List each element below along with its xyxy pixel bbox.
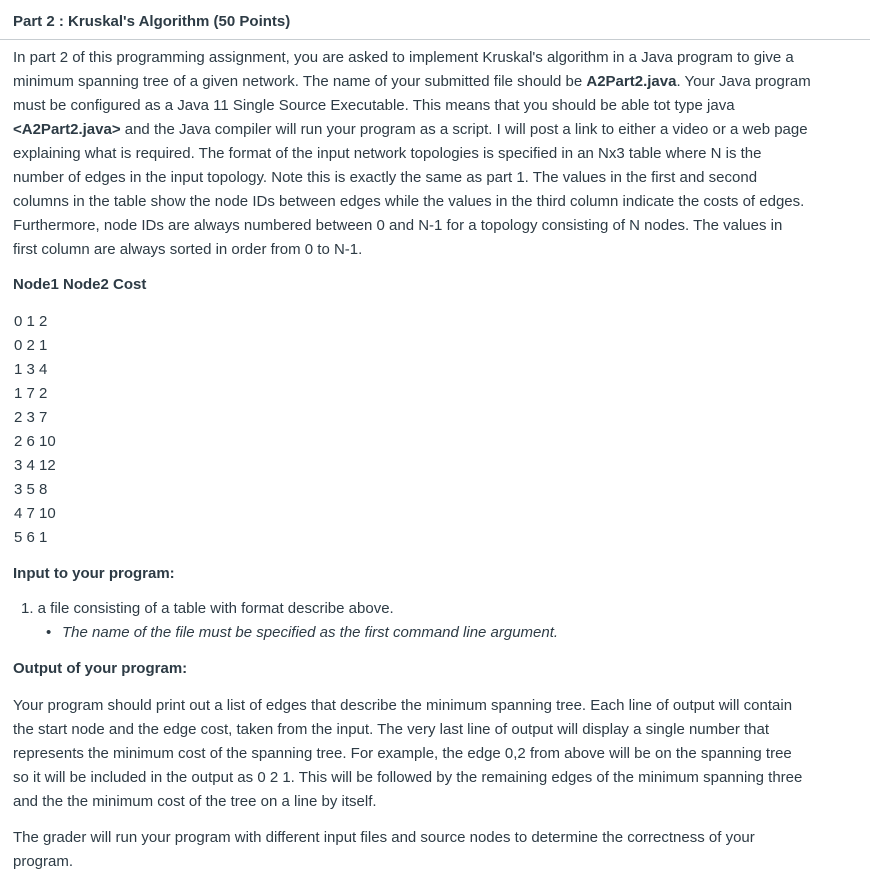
output-line: and the the minimum cost of the tree on a line by itself. xyxy=(13,793,377,810)
table-row: 0 2 1 xyxy=(14,337,48,354)
output-line: Your program should print out a list of edges that describe the minimum spanning tree. Each line of output will contain xyxy=(13,697,793,714)
intro-line: In part 2 of this programming assignment, you are asked to implement Kruskal's algorithm in a Java program to give a xyxy=(13,49,794,66)
grader-line: The grader will run your program with different input files and source nodes to determine the correctness of your xyxy=(13,829,755,846)
input-list-item: 1. a file consisting of a table with format describe above. xyxy=(21,600,394,617)
table-row: 3 5 8 xyxy=(14,481,48,498)
input-sub-bullet xyxy=(46,622,558,644)
intro-line: first column are always sorted in order from 0 to N-1. xyxy=(13,241,363,258)
output-line: the start node and the edge cost, taken from the input. The very last line of output will display a single number that xyxy=(13,721,769,738)
intro-line xyxy=(13,70,858,94)
intro-paragraph xyxy=(13,46,858,262)
table-row: 2 3 7 xyxy=(14,409,48,426)
output-line: represents the minimum cost of the spanning tree. For example, the edge 0,2 from above will be on the spanning tree xyxy=(13,745,792,762)
bullet-glyph: • xyxy=(46,624,52,641)
intro-line: must be configured as a Java 11 Single Source Executable. This means that you should be able tot type java xyxy=(13,97,735,114)
table-row: 2 6 10 xyxy=(14,433,56,450)
intro-line: number of edges in the input topology. Note this is exactly the same as part 1. The values in the first and second xyxy=(13,169,758,186)
grader-line: program. xyxy=(13,853,74,870)
input-heading: Input to your program: xyxy=(13,565,175,582)
code-bold: <A2Part2.java> xyxy=(13,121,121,138)
table-row: 1 3 4 xyxy=(14,361,48,378)
filename-bold: A2Part2.java xyxy=(586,73,677,90)
intro-text: and the Java compiler will run your program as a script. I will post a link to either a video or a web page xyxy=(120,121,808,138)
intro-line xyxy=(13,118,858,142)
intro-text: . Your Java program xyxy=(676,73,811,90)
output-heading: Output of your program: xyxy=(13,660,188,677)
output-paragraph xyxy=(13,694,858,814)
table-row: 5 6 1 xyxy=(14,529,48,546)
table-row: 4 7 10 xyxy=(14,505,56,522)
table-row: 0 1 2 xyxy=(14,313,48,330)
input-sub-text: The name of the file must be specified as the first command line argument. xyxy=(62,624,559,641)
intro-line: columns in the table show the node IDs between edges while the values in the third column indicate the costs of edges. xyxy=(13,193,805,210)
table-row: 3 4 12 xyxy=(14,457,56,474)
output-line: so it will be included in the output as 0 2 1. This will be followed by the remaining edges of the minimum spanning three xyxy=(13,769,803,786)
table-header: Node1 Node2 Cost xyxy=(13,276,147,293)
title-divider xyxy=(0,39,870,40)
edge-table xyxy=(14,310,56,550)
grader-paragraph xyxy=(13,826,858,874)
page-title: Part 2 : Kruskal's Algorithm (50 Points) xyxy=(13,13,291,30)
intro-line: explaining what is required. The format of the input network topologies is specified in an Nx3 table where N is the xyxy=(13,145,762,162)
intro-line: Furthermore, node IDs are always numbered between 0 and N-1 for a topology consisting of N nodes. The values in xyxy=(13,217,783,234)
intro-text: minimum spanning tree of a given network. The name of your submitted file should be xyxy=(13,73,587,90)
table-row: 1 7 2 xyxy=(14,385,48,402)
